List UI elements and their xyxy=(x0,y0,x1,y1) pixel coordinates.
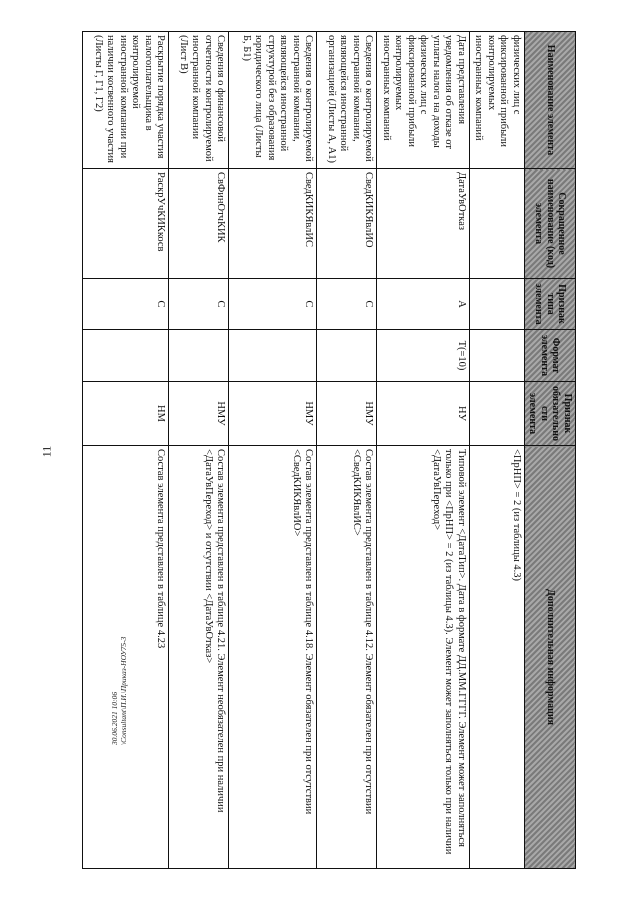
table-header-row xyxy=(525,32,576,869)
header-name: Наименование элемента xyxy=(525,32,576,169)
cell-type: С xyxy=(229,279,317,330)
cell-format xyxy=(317,330,377,382)
cell-info: Состав элемента представлен в таблице 4.12. Элемент обязателен при отсутствии <СведКИКЯвлИС> xyxy=(317,446,377,869)
cell-required: НМ xyxy=(83,382,169,446)
cell-format xyxy=(169,330,229,382)
cell-info: Состав элемента представлен в таблице 4.18. Элемент обязателен при отсутствии <СведКИКЯвлИО> xyxy=(229,446,317,869)
cell-format: T(=10) xyxy=(377,330,470,382)
cell-name: Сведения о контролируемой иностранной компании, являющейся иностранной организацией (Листы А, А1) xyxy=(317,32,377,169)
cell-code: СвФинОтчКИК xyxy=(169,169,229,279)
page-number: 11 xyxy=(39,445,54,458)
table-row xyxy=(229,32,317,869)
header-required: Признак обязательности элемента xyxy=(525,382,576,446)
cell-info: Состав элемента представлен в таблице 4.23 xyxy=(83,446,169,869)
cell-required xyxy=(470,382,525,446)
cell-format xyxy=(229,330,317,382)
table-row xyxy=(83,32,169,869)
cell-type: С xyxy=(317,279,377,330)
cell-info: <ПрНП> = 2 (из таблицы 4.3) xyxy=(470,446,525,869)
cell-code: ДатаУвОтказ xyxy=(377,169,470,279)
cell-required: НУ xyxy=(377,382,470,446)
cell-required: НМУ xyxy=(229,382,317,446)
header-code: Сокращенное наименование (код) элемента xyxy=(525,169,576,279)
table-row xyxy=(470,32,525,869)
table-row xyxy=(317,32,377,869)
cell-code: СведКИКЯвлИС xyxy=(229,169,317,279)
cell-required: НМУ xyxy=(317,382,377,446)
cell-name: физических лиц с фиксированной прибыли контролируемых иностранных компаний xyxy=(470,32,525,169)
cell-name: Раскрытие порядка участия налогоплательщика в контролируемой иностранной компании при наличии косвенного участия (Листы Г, Г1, Г2) xyxy=(83,32,169,169)
cell-name: Сведения о финансовой отчетности контролируемой иностранной компании (Лист В) xyxy=(169,32,229,169)
cell-code: РаскрУчКИКкосв xyxy=(83,169,169,279)
header-type: Признак типа элемента xyxy=(525,279,576,330)
footer-path: \Consultant\П.И.\Приказ-НОУ75-3 xyxy=(119,636,128,745)
cell-type xyxy=(470,279,525,330)
cell-code xyxy=(470,169,525,279)
header-info: Дополнительная информация xyxy=(525,446,576,869)
cell-name: Сведения о контролируемой иностранной компании, являющейся иностранной структурой без образования юридического лица (Листы Б, Б1) xyxy=(229,32,317,169)
table-row xyxy=(377,32,470,869)
table-row xyxy=(169,32,229,869)
cell-type: С xyxy=(83,279,169,330)
footer-date: 30.06.2021 10:06 xyxy=(110,691,119,745)
cell-type: С xyxy=(169,279,229,330)
cell-name: Дата представления уведомления об отказе от уплаты налога на доходы физических лиц с фиксированной прибыли контролируемых иностранных компаний xyxy=(377,32,470,169)
cell-type: А xyxy=(377,279,470,330)
cell-format xyxy=(83,330,169,382)
elements-table xyxy=(83,31,577,869)
cell-info: Состав элемента представлен в таблице 4.21. Элемент необязателен при наличии <ДатаУвПереход> и отсутствии <ДатаУвОтказ> xyxy=(169,446,229,869)
cell-code: СведКИКЯвлИО xyxy=(317,169,377,279)
cell-format xyxy=(470,330,525,382)
header-format: Формат элемента xyxy=(525,330,576,382)
cell-info: Типовой элемент <ДатаТип>. Дата в формате ДД.ММ.ГГГГ. Элемент может заполняться только при <ПрНП> = 2 (из таблицы 4.3). Элемент может заполняться только при наличии <ДатаУвПереход> xyxy=(377,446,470,869)
cell-required: НМУ xyxy=(169,382,229,446)
